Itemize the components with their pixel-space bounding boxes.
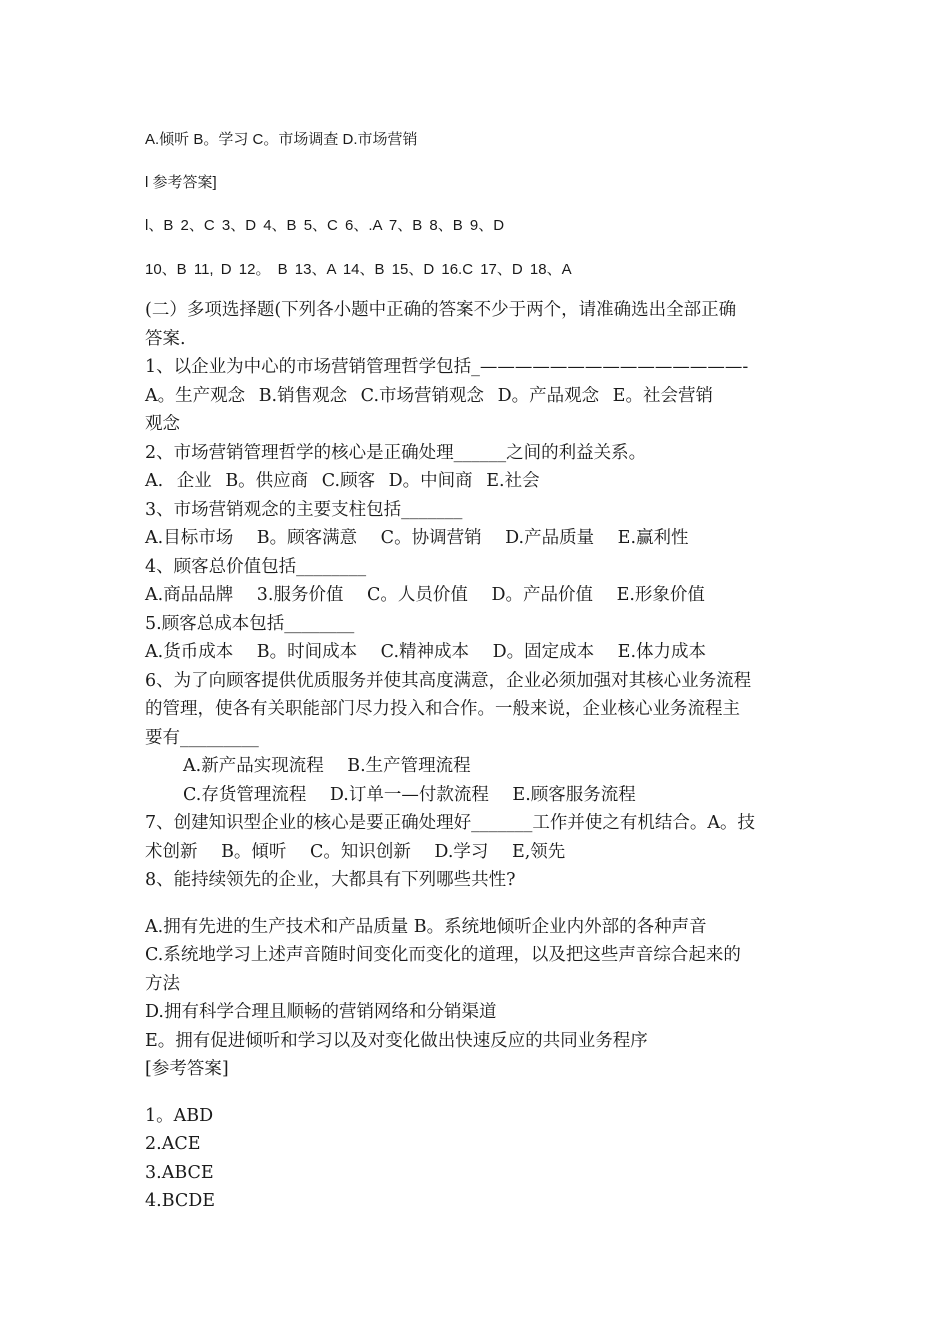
answer-3: 3.ABCE — [145, 1162, 214, 1183]
answer-4: 4.BCDE — [145, 1191, 216, 1211]
question-7-cont: 术创新 B。傾听 C。知识创新 D.学习 E,领先 — [145, 841, 566, 862]
spacer — [145, 895, 815, 913]
question-1-options-cont: 观念 — [145, 414, 180, 434]
question-8: 8、能持续领先的企业，大都具有下列哪些共性? — [145, 870, 516, 890]
question-3-options: A.目标市场 B。顾客满意 C。协调营销 D.产品质量 E.赢利性 — [145, 528, 689, 548]
question-6-cont-2: 要有_________ — [145, 727, 259, 748]
question-8-option-e: E。拥有促进倾听和学习以及对变化做出快速反应的共同业务程序 — [145, 1030, 648, 1051]
question-4: 4、顾客总价值包括________ — [145, 556, 367, 577]
question-2: 2、市场营销管理哲学的核心是正确处理______之间的利益关系。 — [145, 442, 647, 463]
question-6-options-1: A.新产品实现流程 B.生产管理流程 — [183, 756, 471, 776]
answers-row-1: l、B 2、C 3、D 4、B 5、C 6、.A 7、B 8、B 9、D — [145, 217, 505, 234]
multiple-choice-section — [145, 296, 815, 1216]
question-1: 1、以企业为中心的市场营销管理哲学包括_———————————————- — [145, 357, 749, 377]
question-1-options: A。生产观念 B.销售观念 C.市场营销观念 D。产品观念 E。社会营销 — [145, 385, 713, 406]
question-8-option-c-cont: 方法 — [145, 973, 180, 994]
options-line: A.倾听 B。学习 C。市场调查 D.市场营销 — [145, 131, 418, 148]
question-6: 6、为了向顾客提供优质服务并使其高度满意，企业必须加强对其核心业务流程 — [145, 670, 752, 691]
section-heading-cont: 答案. — [145, 328, 186, 349]
question-6-cont-1: 的管理，使各有关职能部门尽力投入和合作。一般来说，企业核心业务流程主 — [145, 699, 740, 719]
reference-answer-heading: l 参考答案] — [145, 174, 217, 191]
answer-1: 1。ABD — [145, 1105, 214, 1126]
answer-2: 2.ACE — [145, 1134, 201, 1154]
section-heading: (二）多项选择题(下列各小题中正确的答案不少于两个，请准确选出全部正确 — [145, 300, 737, 320]
question-6-options-2: C.存货管理流程 D.订单一—付款流程 E.顾客服务流程 — [183, 784, 636, 805]
question-5: 5.顾客总成本包括________ — [145, 613, 355, 634]
question-8-option-a-b: A.拥有先进的生产技术和产品质量 B。系统地倾听企业内外部的各种声音 — [145, 916, 707, 937]
question-3: 3、市场营销观念的主要支柱包括_______ — [145, 499, 463, 520]
question-5-options: A.货币成本 B。时间成本 C.精神成本 D。固定成本 E.体力成本 — [145, 642, 707, 662]
question-4-options: A.商品品牌 3.服务价值 C。人员价值 D。产品价值 E.形象价值 — [145, 585, 705, 605]
question-2-options: A. 企业 B。供应商 C.顾客 D。中间商 E.社会 — [145, 471, 540, 491]
question-8-option-c: C.系统地学习上述声音随时间变化而变化的道理，以及把这些声音综合起来的 — [145, 945, 741, 965]
spacer — [145, 1084, 815, 1102]
reference-answer-heading-2: [参考答案] — [145, 1059, 229, 1079]
question-8-option-d: D.拥有科学合理且顺畅的营销网络和分销渠道 — [145, 1002, 497, 1022]
answers-row-2: 10、B 11, D 12。 B 13、A 14、B 15、D 16.C 17、D 18、A — [145, 261, 572, 278]
question-7: 7、创建知识型企业的核心是要正确处理好_______工作并使之有机结合。A。技 — [145, 813, 756, 833]
